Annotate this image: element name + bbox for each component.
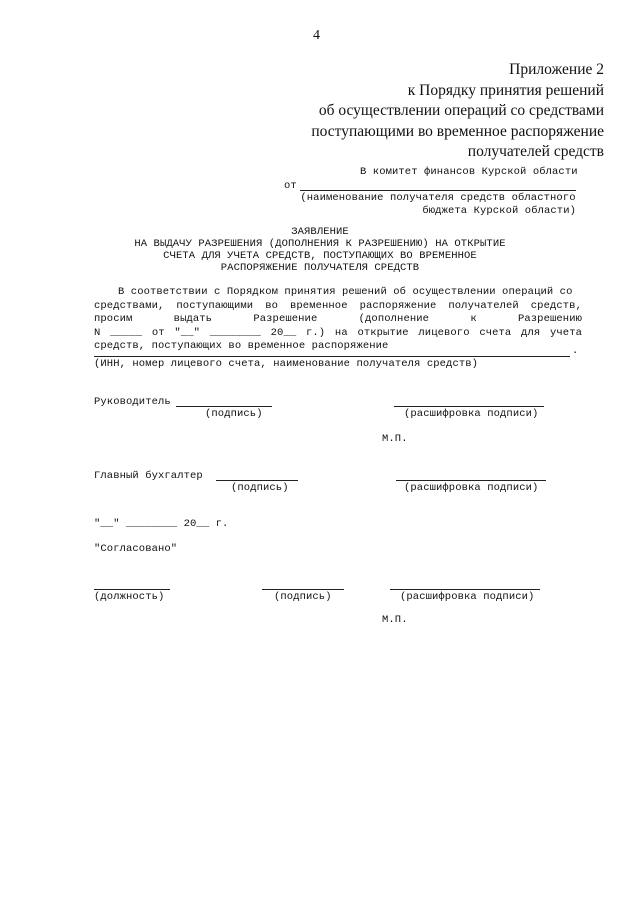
agreed-decoding-line <box>390 589 540 590</box>
addressee-to: В комитет финансов Курской области <box>360 166 578 178</box>
recipient-line <box>94 356 570 357</box>
body-paragraph <box>94 286 582 354</box>
document-title <box>90 226 550 274</box>
body-line-3: просим выдать Разрешение (дополнение к Разрешению <box>94 313 582 325</box>
appendix-line-1: Приложение 2 <box>509 61 604 78</box>
addressee-from-line <box>300 190 576 191</box>
appendix-line-5: получателей средств <box>467 143 604 160</box>
head-decoding-line <box>394 406 544 407</box>
head-signature-hint: (подпись) <box>205 408 263 420</box>
position-line <box>94 589 170 590</box>
page-number: 4 <box>313 28 320 43</box>
title-line-2: НА ВЫДАЧУ РАЗРЕШЕНИЯ (ДОПОЛНЕНИЯ К РАЗРЕШЕНИЮ) НА ОТКРЫТИЕ <box>134 238 506 250</box>
addressee-from-label: от <box>284 180 297 192</box>
stamp-1: М.П. <box>382 433 408 445</box>
title-line-3: СЧЕТА ДЛЯ УЧЕТА СРЕДСТВ, ПОСТУПАЮЩИХ ВО ВРЕМЕННОЕ <box>163 250 477 262</box>
appendix-line-3: об осуществлении операций со средствами <box>318 102 604 119</box>
head-decoding-hint: (расшифровка подписи) <box>404 408 539 420</box>
accountant-signature-line <box>216 480 298 481</box>
stamp-2: М.П. <box>382 614 408 626</box>
agreed-decoding-hint: (расшифровка подписи) <box>400 591 535 603</box>
accountant-label: Главный бухгалтер <box>94 470 203 482</box>
appendix-header <box>311 60 604 163</box>
body-line-1: В соответствии с Порядком принятия решений об осуществлении операций со <box>118 286 573 298</box>
title-line-1: ЗАЯВЛЕНИЕ <box>291 226 349 238</box>
addressee-hint-2: бюджета Курской области) <box>422 205 576 217</box>
agreed-label: "Согласовано" <box>94 543 178 555</box>
body-line-2: средствами, поступающими во временное распоряжение получателей средств, <box>94 299 582 312</box>
addressee-hint-1: (наименование получателя средств областного <box>300 192 576 204</box>
head-label: Руководитель <box>94 396 171 408</box>
agreed-signature-hint: (подпись) <box>274 591 332 603</box>
appendix-line-2: к Порядку принятия решений <box>407 81 604 99</box>
accountant-decoding-hint: (расшифровка подписи) <box>404 482 539 494</box>
appendix-line-4: поступающими во временное распоряжение <box>311 122 604 140</box>
recipient-line-end: . <box>572 345 579 357</box>
accountant-signature-hint: (подпись) <box>231 482 289 494</box>
body-line-4: N _____ от "__" ________ 20__ г.) на открытие лицевого счета для учета <box>94 326 582 339</box>
position-hint: (должность) <box>94 591 165 603</box>
title-line-4: РАСПОРЯЖЕНИЕ ПОЛУЧАТЕЛЯ СРЕДСТВ <box>220 262 420 274</box>
accountant-decoding-line <box>396 480 546 481</box>
agreed-signature-line <box>262 589 344 590</box>
recipient-hint: (ИНН, номер лицевого счета, наименование получателя средств) <box>94 358 479 370</box>
body-line-5: средств, поступающих во временное распоряжение <box>94 340 389 352</box>
date-line: "__" ________ 20__ г. <box>94 518 229 530</box>
head-signature-line <box>176 406 272 407</box>
